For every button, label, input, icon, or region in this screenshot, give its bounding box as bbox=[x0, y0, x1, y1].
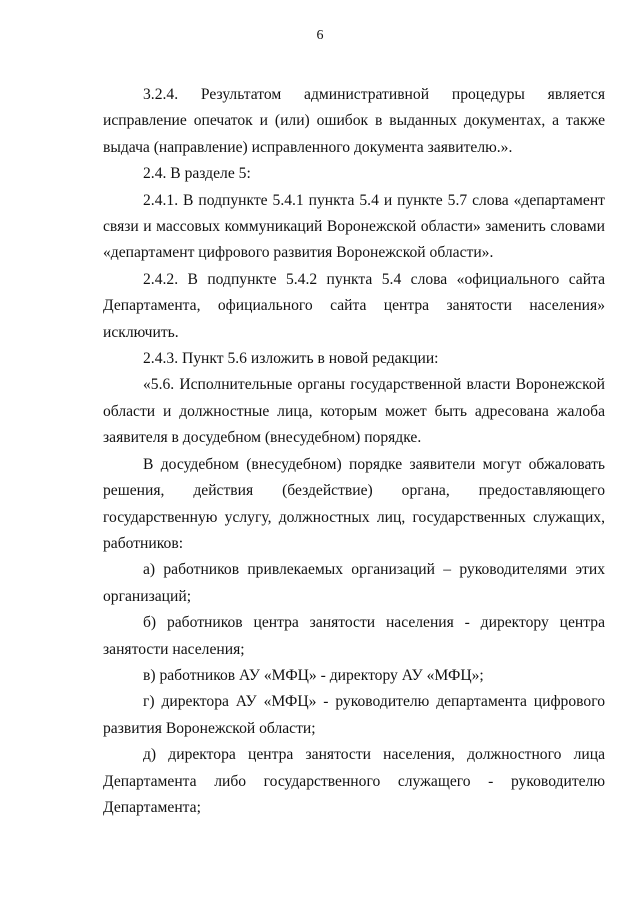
list-item-v: в) работников АУ «МФЦ» - директору АУ «МФЦ»; bbox=[143, 666, 484, 684]
paragraph-2-4-3: 2.4.3. Пункт 5.6 изложить в новой редакции: bbox=[143, 350, 439, 368]
paragraph-2-4-1: 2.4.1. В подпункте 5.4.1 пункта 5.4 и пункте 5.7 слова «департамент связи и массовых коммуникаций Воронежской области» заменить словами «департамент цифрового развития Воронежской области». bbox=[103, 191, 605, 262]
list-item-g: г) директора АУ «МФЦ» - руководителю департамента цифрового развития Воронежской области; bbox=[103, 693, 605, 737]
paragraph-2-4: 2.4. В разделе 5: bbox=[143, 165, 251, 183]
paragraph-5-6: «5.6. Исполнительные органы государственной власти Воронежской области и должностные лица, которым может быть адресована жалоба заявителя в досудебном (внесудебном) порядке. bbox=[103, 376, 605, 447]
document-body bbox=[103, 82, 605, 821]
paragraph-2-4-2: 2.4.2. В подпункте 5.4.2 пункта 5.4 слова «официального сайта Департамента, официального сайта центра занятости населения» исключить. bbox=[103, 270, 605, 341]
paragraph-appeal-intro: В досудебном (внесудебном) порядке заявители могут обжаловать решения, действия (бездействие) органа, предоставляющего государственную услугу, должностных лиц, государственных служащих, работников: bbox=[103, 455, 605, 552]
list-item-a: а) работников привлекаемых организаций – руководителями этих организаций; bbox=[103, 561, 605, 605]
list-item-d: д) директора центра занятости населения, должностного лица Департамента либо государственного служащего - руководителю Департамента; bbox=[103, 746, 605, 816]
list-item-b: б) работников центра занятости населения - директору центра занятости населения; bbox=[103, 614, 605, 658]
paragraph-3-2-4: 3.2.4. Результатом административной процедуры является исправление опечаток и (или) ошибок в выданных документах, а также выдача (направление) исправленного документа заявителю.». bbox=[103, 86, 605, 156]
page-number: 6 bbox=[316, 28, 324, 43]
